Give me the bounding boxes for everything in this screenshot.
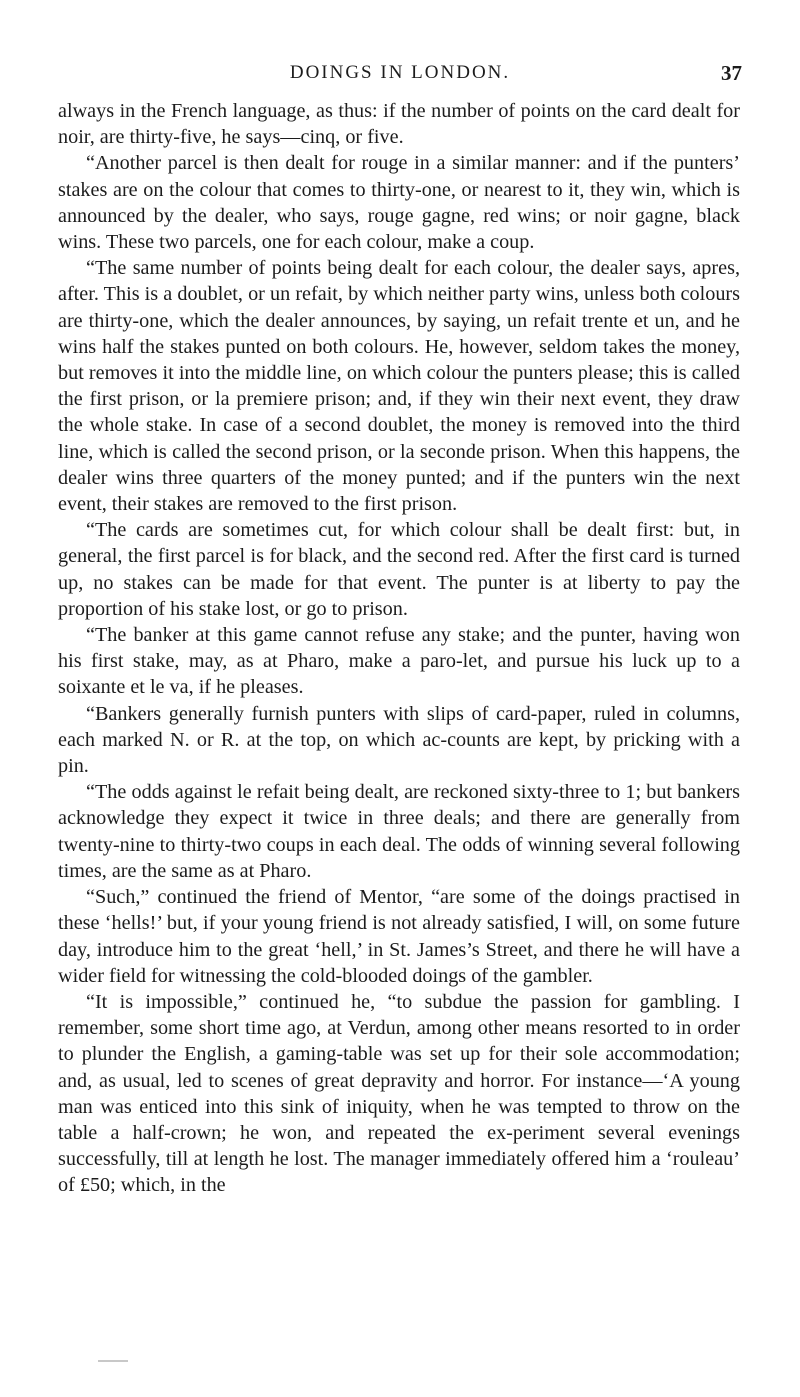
paragraph: “Another parcel is then dealt for rouge in a similar manner: and if the punters’ stakes are on the colour that comes to thirty-one, or nearest to it, they win, which is announced by the dealer, who says, rouge gagne, red wins; or noir gagne, black wins. These two parcels, one for each colour, make a coup. [58,152,740,254]
paragraph: “The odds against le refait being dealt, are reckoned sixty-three to 1; but bankers acknowledge they expect it twice in three deals; and there are generally from twenty-nine to thirty-two coups in each deal. The odds of winning several following times, are the same as at Pharo. [58,781,740,882]
printer-mark [98,1360,128,1362]
paragraph: always in the French language, as thus: if the number of points on the card dealt for noir, are thirty-five, he says—cinq, or five. [58,100,740,149]
paragraph: “Such,” continued the friend of Mentor, “are some of the doings practised in these ‘hells!’ but, if your young friend is not already satisfied, I will, on some future day, introduce him to the great ‘hell,’ in St. James’s Street, and there he will have a wider field for witnessing the cold-blooded doings of the gambler. [58,886,740,987]
page-header [0,62,800,92]
paragraph: “Bankers generally furnish punters with slips of card-paper, ruled in columns, each marked N. or R. at the top, on which ac-counts are kept, by pricking with a pin. [58,702,740,778]
paragraph: “The banker at this game cannot refuse any stake; and the punter, having won his first stake, may, as at Pharo, make a paro-let, and pursue his luck up to a soixante et le va, if he pleases. [58,624,740,699]
paragraph: “The cards are sometimes cut, for which colour shall be dealt first: but, in general, the first parcel is for black, and the second red. After the first card is turned up, no stakes can be made for that event. The punter is at liberty to pay the proportion of his stake lost, or go to prison. [58,519,740,620]
paragraph: “The same number of points being dealt for each colour, the dealer says, apres, after. This is a doublet, or un refait, by which neither party wins, unless both colours are thirty-one, which the dealer announces, by saying, un refait trente et un, and he wins half the stakes punted on both colours. He, however, seldom takes the money, but removes it into the middle line, on which colour the punters please; this is called the first prison, or la premiere prison; and, if they win their next event, they draw the whole stake. In case of a second doublet, the money is removed into the third line, which is called the second prison, or la seconde prison. When this happens, the dealer wins three quarters of the money punted; and if the punters win the next event, their stakes are removed to the first prison. [58,257,740,516]
running-head: DOINGS IN LONDON. [289,62,511,83]
body-text [58,98,740,1199]
paragraph: “It is impossible,” continued he, “to subdue the passion for gambling. I remember, some short time ago, at Verdun, among other means resorted to in order to plunder the English, a gaming-table was set up for their sole accommodation; and, as usual, led to scenes of great depravity and horror. For instance—‘A young man was enticed into this sink of iniquity, when he was tempted to throw on the table a half-crown; he won, and repeated the ex-periment several evenings successfully, till at length he lost. The manager immediately offered him a ‘rouleau’ of £50; which, in the [58,990,740,1197]
page-number: 37 [721,61,742,85]
